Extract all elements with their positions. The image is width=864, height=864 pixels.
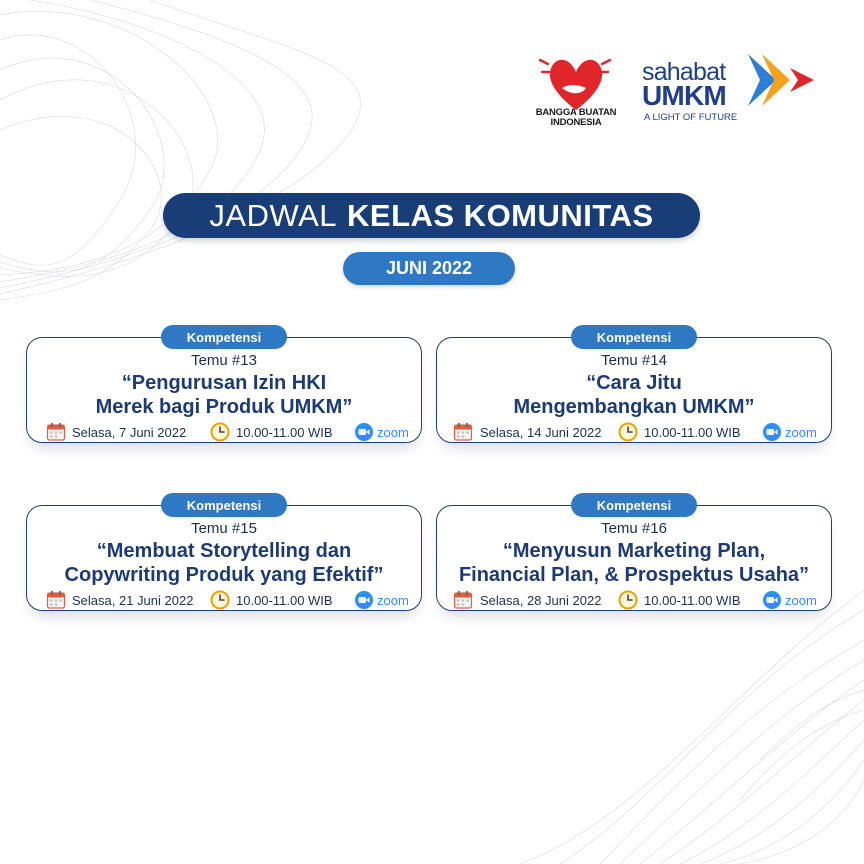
page-title [163,193,700,238]
category-tag: Kompetensi [571,493,697,517]
session-time: 10.00-11.00 WIB [236,425,333,440]
session-number: Temu #14 [601,352,667,369]
session-date: Selasa, 14 Juni 2022 [480,425,602,440]
heart-logo-icon [532,50,620,114]
clock-icon [210,422,230,442]
zoom-label: zoom [377,593,409,608]
calendar-icon [453,422,473,442]
title-normal-text: JADWAL [209,197,337,233]
umkm-word: UMKM [642,80,726,111]
session-title [436,539,832,587]
session-title [436,371,832,419]
session-number: Temu #16 [601,520,667,537]
session-date: Selasa, 21 Juni 2022 [72,593,194,608]
session-title-line2: Merek bagi Produk UMKM” [95,396,353,418]
zoom-label: zoom [785,425,817,440]
session-time: 10.00-11.00 WIB [236,593,333,608]
category-tag: Kompetensi [161,493,287,517]
clock-icon [618,590,638,610]
clock-icon [618,422,638,442]
bbi-text-line2: INDONESIA [550,117,602,128]
category-tag: Kompetensi [571,325,697,349]
zoom-label: zoom [785,593,817,608]
zoom-icon [354,590,374,610]
session-date: Selasa, 28 Juni 2022 [480,593,602,608]
session-title-line2: Mengembangkan UMKM” [513,396,755,418]
session-number: Temu #15 [191,520,257,537]
sahabat-tagline: A LIGHT OF FUTURE [644,112,738,123]
session-title-line1: “Menyusun Marketing Plan, [502,540,766,562]
session-title-line2: Financial Plan, & Prospektus Usaha” [458,564,810,586]
zoom-label: zoom [377,425,409,440]
title-bold-text: KELAS KOMUNITAS [347,197,654,233]
session-meta [26,422,422,442]
calendar-icon [46,590,66,610]
schedule-card [26,325,422,443]
sahabat-word: sahabat [642,58,726,86]
session-title-line1: “Cara Jitu [586,372,682,394]
session-title [26,371,422,419]
schedule-card [436,493,832,611]
session-meta [436,422,832,442]
schedule-card [436,325,832,443]
session-title-line1: “Pengurusan Izin HKI [121,372,327,394]
session-title [26,539,422,587]
session-time: 10.00-11.00 WIB [644,593,741,608]
bbi-text-line1: BANGGA BUATAN [535,107,617,118]
session-title-line1: “Membuat Storytelling dan [96,540,352,562]
session-number: Temu #13 [191,352,257,369]
session-meta [26,590,422,610]
calendar-icon [46,422,66,442]
schedule-card [26,493,422,611]
calendar-icon [453,590,473,610]
zoom-icon [762,590,782,610]
session-meta [436,590,832,610]
clock-icon [210,590,230,610]
zoom-icon [354,422,374,442]
bangga-buatan-indonesia-logo [532,50,620,150]
session-date: Selasa, 7 Juni 2022 [72,425,187,440]
session-time: 10.00-11.00 WIB [644,425,741,440]
play-arrows-icon [746,52,818,108]
sahabat-umkm-logo [642,52,832,132]
month-badge: JUNI 2022 [343,252,515,285]
category-tag: Kompetensi [161,325,287,349]
session-title-line2: Copywriting Produk yang Efektif” [64,564,384,586]
zoom-icon [762,422,782,442]
